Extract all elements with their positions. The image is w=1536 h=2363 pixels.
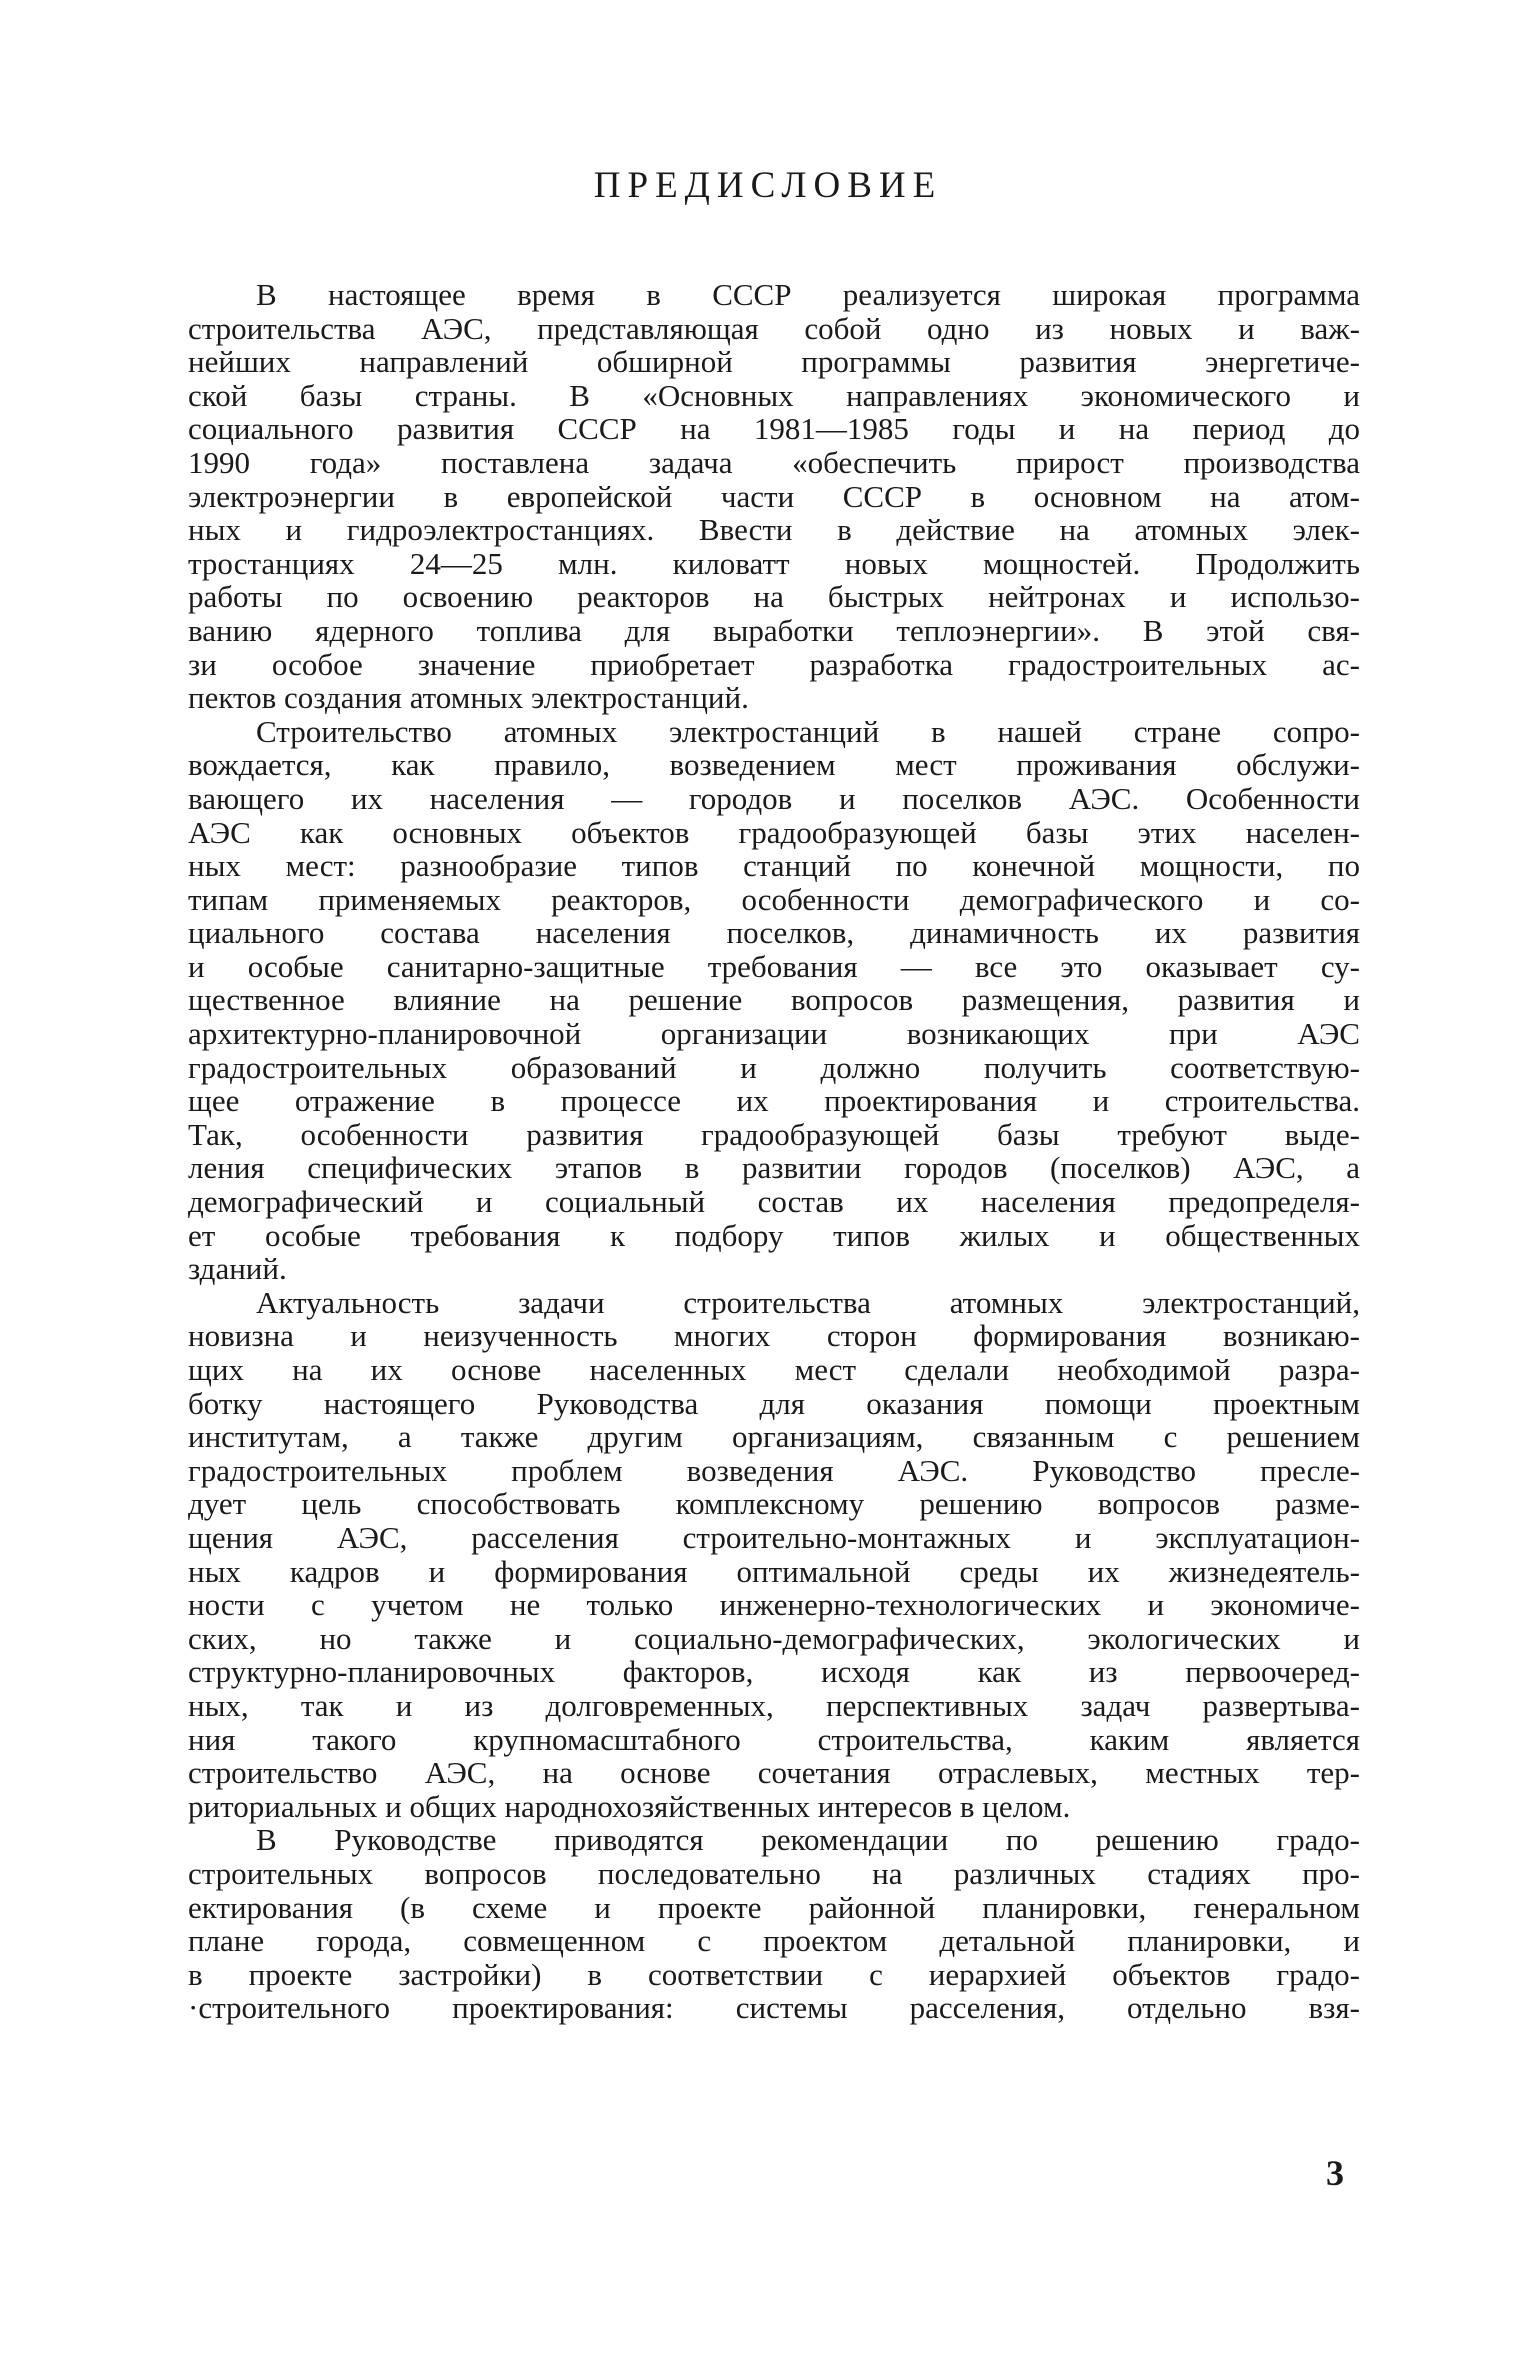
text-line: риториальных и общих народнохозяйственных интересов в целом. bbox=[188, 1788, 1071, 1824]
text-line: вающего их населения — городов и поселков АЭС. Особенности bbox=[188, 780, 1360, 816]
text-line: Актуальность задачи строительства атомных электростанций, bbox=[256, 1284, 1360, 1320]
text-line: типам применяемых реакторов, особенности демографического и со- bbox=[188, 881, 1360, 917]
text-line: ния такого крупномасштабного строительства, каким является bbox=[188, 1721, 1360, 1757]
text-line: щих на их основе населенных мест сделали необходимой разра- bbox=[188, 1352, 1360, 1387]
text-line: демографический и социальный состав их населения предопределя- bbox=[188, 1184, 1360, 1220]
text-line: 1990 года» поставлена задача «обеспечить прирост производства bbox=[188, 444, 1360, 480]
page-title: ПРЕДИСЛОВИЕ bbox=[593, 165, 943, 206]
text-line: АЭС как основных объектов градообразующей базы этих населен- bbox=[188, 814, 1360, 850]
text-line: Так, особенности развития градообразующей базы требуют выде- bbox=[188, 1116, 1360, 1152]
text-line: и особые санитарно-защитные требования — все это оказывает су- bbox=[188, 948, 1360, 984]
text-line: ных кадров и формирования оптимальной среды их жизнедеятель- bbox=[188, 1553, 1360, 1589]
text-line: градостроительных образований и должно получить соответствую- bbox=[188, 1049, 1360, 1085]
text-line: ботку настоящего Руководства для оказания помощи проектным bbox=[188, 1385, 1360, 1421]
text-line: зданий. bbox=[188, 1251, 287, 1287]
text-line: ской базы страны. В «Основных направлениях экономического и bbox=[188, 377, 1360, 413]
text-line: ных и гидроэлектростанциях. Ввести в действие на атомных элек- bbox=[188, 512, 1360, 548]
text-line: ности с учетом не только инженерно-технологических и экономиче- bbox=[188, 1587, 1360, 1623]
text-line: ванию ядерного топлива для выработки теплоэнергии». В этой свя- bbox=[188, 612, 1360, 648]
text-line: градостроительных проблем возведения АЭС. Руководство пресле- bbox=[188, 1452, 1360, 1488]
text-line: Строительство атомных электростанций в нашей стране сопро- bbox=[256, 713, 1360, 749]
text-line: пектов создания атомных электростанций. bbox=[188, 680, 749, 716]
text-line: дует цель способствовать комплексному решению вопросов разме- bbox=[188, 1486, 1360, 1522]
text-line: ных мест: разнообразие типов станций по конечной мощности, по bbox=[188, 848, 1360, 884]
paragraph bbox=[188, 278, 1360, 715]
text-line: щественное влияние на решение вопросов размещения, развития и bbox=[188, 982, 1360, 1018]
text-line: ских, но также и социально-демографических, экологических и bbox=[188, 1620, 1360, 1656]
text-line: щения АЭС, расселения строительно-монтажных и эксплуатацион- bbox=[188, 1519, 1360, 1555]
text-line: ет особые требования к подбору типов жилых и общественных bbox=[188, 1217, 1360, 1253]
text-line: нейших направлений обширной программы развития энергетиче- bbox=[188, 344, 1360, 380]
text-line: архитектурно-планировочной организации возникающих при АЭС bbox=[188, 1016, 1360, 1052]
text-line: плане города, совмещенном с проектом детальной планировки, и bbox=[188, 1923, 1360, 1959]
text-line: ·строительного проектирования: системы расселения, отдельно взя- bbox=[188, 1990, 1360, 2026]
text-line: электроэнергии в европейской части СССР в основном на атом- bbox=[188, 478, 1360, 514]
text-line: щее отражение в процессе их проектирования и строительства. bbox=[188, 1083, 1360, 1119]
text-line: в проекте застройки) в соответствии с иерархией объектов градо- bbox=[188, 1956, 1360, 1992]
text-line: социального развития СССР на 1981—1985 годы и на период до bbox=[188, 411, 1360, 447]
text-line: тростанциях 24—25 млн. киловатт новых мощностей. Продолжить bbox=[188, 545, 1360, 581]
text-line: зи особое значение приобретает разработка градостроительных ас- bbox=[188, 646, 1360, 682]
text-line: строительство АЭС, на основе сочетания отраслевых, местных тер- bbox=[188, 1755, 1360, 1791]
text-line: строительства АЭС, представляющая собой одно из новых и важ- bbox=[188, 310, 1360, 346]
text-line: новизна и неизученность многих сторон формирования возникаю- bbox=[188, 1318, 1360, 1354]
text-line: В настоящее время в СССР реализуется широкая программа bbox=[256, 277, 1360, 312]
text-line: строительных вопросов последовательно на различных стадиях про- bbox=[188, 1855, 1360, 1891]
body-text bbox=[188, 278, 1360, 2025]
text-line: ления специфических этапов в развитии городов (поселков) АЭС, а bbox=[188, 1150, 1360, 1186]
paragraph bbox=[188, 715, 1360, 1286]
text-line: работы по освоению реакторов на быстрых нейтронах и использо- bbox=[188, 579, 1360, 615]
text-line: ных, так и из долговременных, перспективных задач развертыва- bbox=[188, 1687, 1360, 1723]
text-line: вождается, как правило, возведением мест проживания обслужи- bbox=[188, 747, 1360, 783]
paragraph bbox=[188, 1823, 1360, 2025]
text-line: институтам, а также другим организациям, связанным с решением bbox=[188, 1419, 1360, 1455]
text-line: ектирования (в схеме и проекте районной планировки, генеральном bbox=[188, 1889, 1360, 1925]
paragraph bbox=[188, 1286, 1360, 1824]
text-line: В Руководстве приводятся рекомендации по решению градо- bbox=[256, 1822, 1360, 1858]
page-number: 3 bbox=[1326, 2153, 1344, 2193]
text-line: циального состава населения поселков, динамичность их развития bbox=[188, 915, 1360, 951]
text-line: структурно-планировочных факторов, исходя как из первоочеред- bbox=[188, 1654, 1360, 1690]
